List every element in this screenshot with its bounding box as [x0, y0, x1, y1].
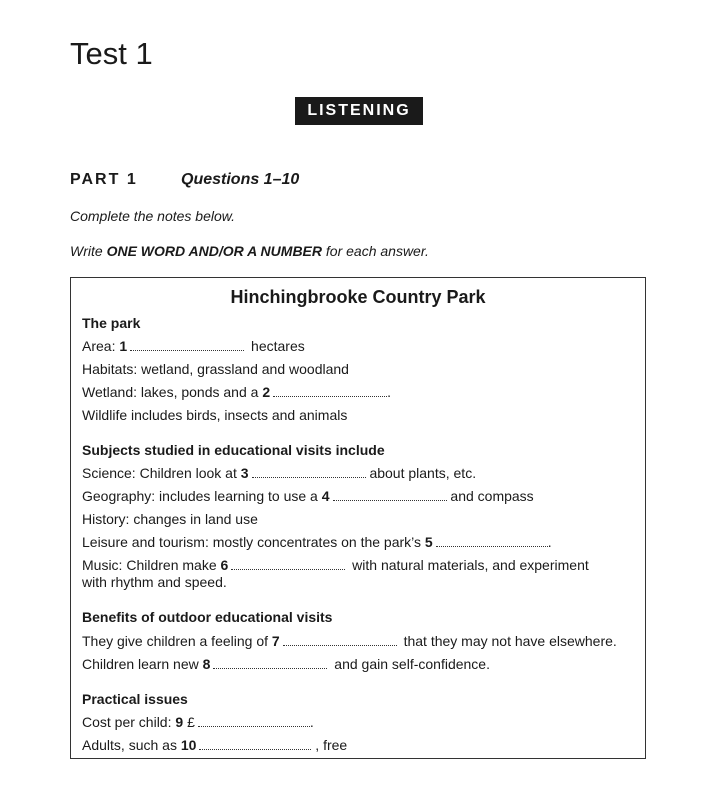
note-text: .: [547, 534, 552, 550]
test-title: Test 1: [70, 36, 153, 71]
note-music: [82, 557, 589, 574]
note-text: Adults, such as: [82, 737, 181, 753]
note-text: Leisure and tourism: mostly concentrates on the park’s: [82, 534, 425, 550]
note-leisure: [82, 534, 552, 551]
note-wetland: [82, 384, 391, 401]
note-habitats: Habitats: wetland, grassland and woodland: [82, 361, 349, 377]
question-number-2: 2: [262, 384, 271, 400]
answer-gap-5[interactable]: [436, 535, 548, 547]
note-music-continued: with rhythm and speed.: [82, 574, 227, 590]
note-text: .: [309, 714, 314, 730]
section-badge-listening: LISTENING: [295, 97, 423, 125]
note-text: They give children a feeling of: [82, 633, 272, 649]
answer-gap-7[interactable]: [283, 634, 397, 646]
note-text: that they may not have elsewhere.: [399, 633, 617, 649]
note-text: Science: Children look at: [82, 465, 241, 481]
note-text: .: [387, 384, 391, 400]
note-text: , free: [311, 737, 348, 753]
part-label: PART 1: [70, 171, 138, 188]
note-geography: [82, 488, 534, 505]
notes-title: Hinchingbrooke Country Park: [230, 287, 486, 307]
question-number-7: 7: [271, 633, 280, 649]
answer-gap-4[interactable]: [333, 489, 447, 501]
question-number-4: 4: [321, 488, 330, 504]
note-text: hectares: [247, 338, 305, 354]
note-text: Music: Children make: [82, 557, 221, 573]
question-number-6: 6: [220, 557, 229, 573]
note-wildlife: Wildlife includes birds, insects and animals: [82, 407, 348, 423]
note-text: Wetland: lakes, ponds and a: [82, 384, 263, 400]
instruction-text-bold: ONE WORD AND/OR A NUMBER: [106, 243, 322, 259]
question-number-8: 8: [202, 656, 211, 672]
questions-label: Questions 1–10: [181, 171, 300, 188]
heading-practical: Practical issues: [82, 691, 188, 707]
note-history: History: changes in land use: [82, 511, 258, 527]
currency-symbol: £: [187, 714, 195, 730]
note-text: and compass: [446, 488, 534, 504]
answer-gap-3[interactable]: [252, 466, 366, 478]
note-text: Area:: [82, 338, 120, 354]
note-text: Cost per child:: [82, 714, 176, 730]
answer-gap-8[interactable]: [213, 657, 327, 669]
answer-gap-10[interactable]: [199, 738, 311, 750]
notes-box: [70, 277, 646, 759]
answer-gap-2[interactable]: [273, 385, 387, 397]
question-number-1: 1: [119, 338, 128, 354]
note-adults: [82, 737, 347, 754]
part-header: [70, 171, 299, 193]
note-text: and gain self-confidence.: [330, 656, 490, 672]
heading-benefits: Benefits of outdoor educational visits: [82, 609, 333, 625]
note-text: with natural materials, and experiment: [348, 557, 589, 573]
question-number-3: 3: [240, 465, 249, 481]
question-number-9: 9: [175, 714, 184, 730]
answer-gap-6[interactable]: [231, 558, 345, 570]
answer-gap-9[interactable]: [198, 715, 310, 727]
note-text: Children learn new: [82, 656, 203, 672]
note-science: [82, 465, 476, 482]
heading-subjects: Subjects studied in educational visits include: [82, 442, 385, 458]
question-number-5: 5: [424, 534, 433, 550]
instruction-text-pre: Write: [70, 243, 107, 259]
note-area: [82, 338, 305, 355]
answer-gap-1[interactable]: [130, 339, 244, 351]
note-feeling: [82, 633, 617, 650]
heading-the-park: The park: [82, 315, 141, 331]
note-text: about plants, etc.: [365, 465, 477, 481]
note-cost: [82, 714, 314, 731]
instruction-complete-notes: Complete the notes below.: [70, 208, 235, 224]
note-learn: [82, 656, 490, 673]
instruction-answer-format: [70, 243, 429, 259]
question-number-10: 10: [180, 737, 197, 753]
note-text: Geography: includes learning to use a: [82, 488, 322, 504]
instruction-text-post: for each answer.: [322, 243, 429, 259]
